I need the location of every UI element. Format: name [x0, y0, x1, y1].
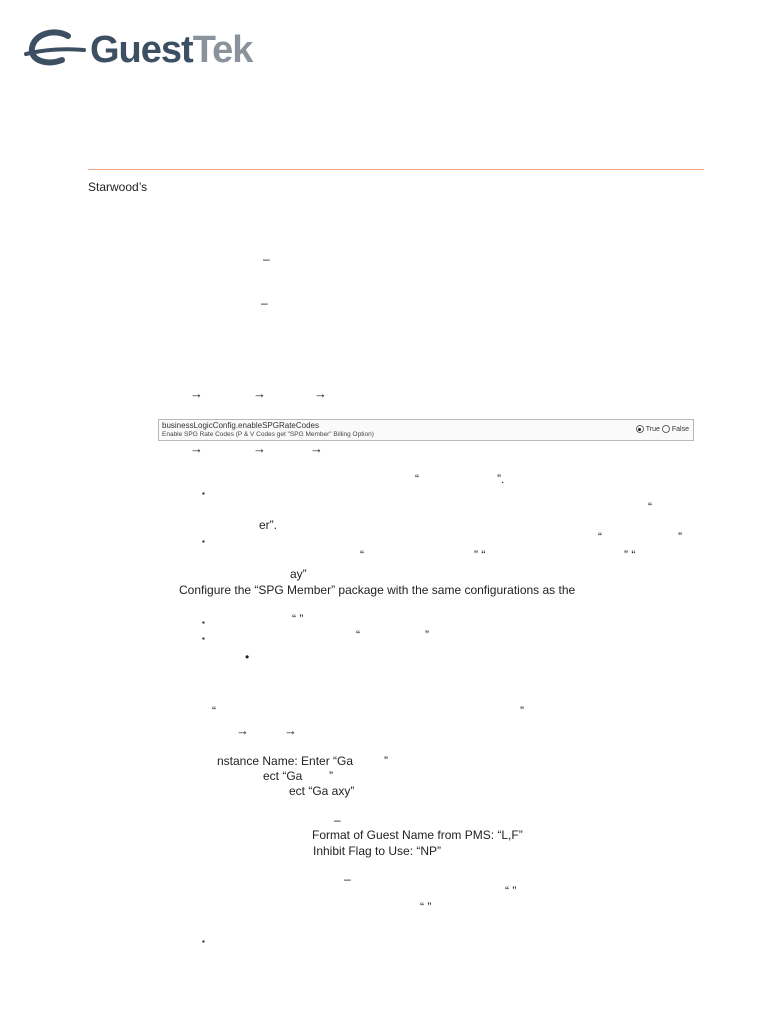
radio-false[interactable] — [662, 425, 670, 433]
fragment-er: er”. — [259, 518, 277, 532]
bullet-square-4: ▪ — [202, 634, 205, 643]
path-arrow-5: → — [253, 441, 266, 456]
dash-3: – — [334, 813, 341, 827]
radio-true[interactable] — [636, 425, 644, 433]
logo-tek: Tek — [192, 29, 253, 71]
quote-close-7: ” — [520, 704, 524, 718]
quote-close-1: ”. — [497, 472, 505, 486]
quote-4a: “ — [360, 548, 364, 562]
instance-name-close: ” — [384, 754, 388, 768]
instance-name-line: nstance Name: Enter “Ga — [217, 754, 354, 768]
config-radio-group — [636, 425, 689, 433]
bullet-round-1: • — [245, 650, 250, 664]
path-arrow-3: → — [314, 386, 327, 401]
path-arrow-8: → — [284, 723, 297, 738]
radio-false-label: False — [671, 425, 689, 433]
fragment-ay: ay” — [290, 567, 307, 581]
select-ga-line: ect “Ga — [263, 769, 303, 783]
quote-close-3: ” — [678, 530, 682, 544]
logo-guest: Guest — [90, 29, 193, 71]
quote-9: “ ” — [420, 900, 432, 914]
bullet-square-5: ▪ — [202, 937, 205, 946]
section-heading: Starwood’s — [88, 180, 148, 194]
path-arrow-2: → — [253, 386, 266, 401]
inhibit-flag-line: Inhibit Flag to Use: “NP” — [313, 844, 442, 858]
dash-4: – — [344, 872, 351, 886]
select-galaxy-line: ect “Ga axy” — [289, 784, 355, 798]
dash-2: – — [261, 296, 268, 310]
path-arrow-4: → — [190, 441, 203, 456]
path-arrow-6: → — [310, 441, 323, 456]
quote-4c: ” “ — [624, 548, 636, 562]
config-key: businessLogicConfig.enableSPGRateCodes — [162, 421, 319, 430]
quote-8: “ ” — [505, 884, 517, 898]
configure-line: Configure the “SPG Member” package with the same configurations as the — [179, 583, 576, 597]
logo-wordmark — [90, 29, 252, 72]
format-guest-name-line: Format of Guest Name from PMS: “L,F” — [312, 828, 523, 842]
bullet-square-3: ▪ — [202, 618, 205, 627]
path-arrow-1: → — [190, 386, 203, 401]
guesttek-swoosh-icon — [24, 26, 88, 72]
guesttek-logo — [24, 26, 264, 72]
dash-1: – — [263, 252, 270, 266]
bullet-square-1: ▪ — [202, 489, 205, 498]
header-rule — [88, 169, 704, 170]
quote-open-3: “ — [598, 530, 602, 544]
quote-open-2: “ — [648, 500, 652, 514]
quote-open-6: “ — [356, 628, 360, 642]
quote-open-1: “ — [415, 472, 419, 486]
quote-open-7: “ — [212, 704, 216, 718]
quote-close-6: ” — [425, 628, 429, 642]
path-arrow-7: → — [236, 723, 249, 738]
config-description: Enable SPG Rate Codes (P & V Codes get "SPG Member" Billing Option) — [162, 431, 374, 438]
config-setting-panel — [158, 419, 694, 441]
radio-true-label: True — [645, 425, 660, 433]
quote-4b: ” “ — [474, 548, 486, 562]
select-ga-close: ” — [329, 769, 333, 783]
quote-5: “ ” — [292, 612, 304, 626]
bullet-square-2: ▪ — [202, 537, 205, 546]
